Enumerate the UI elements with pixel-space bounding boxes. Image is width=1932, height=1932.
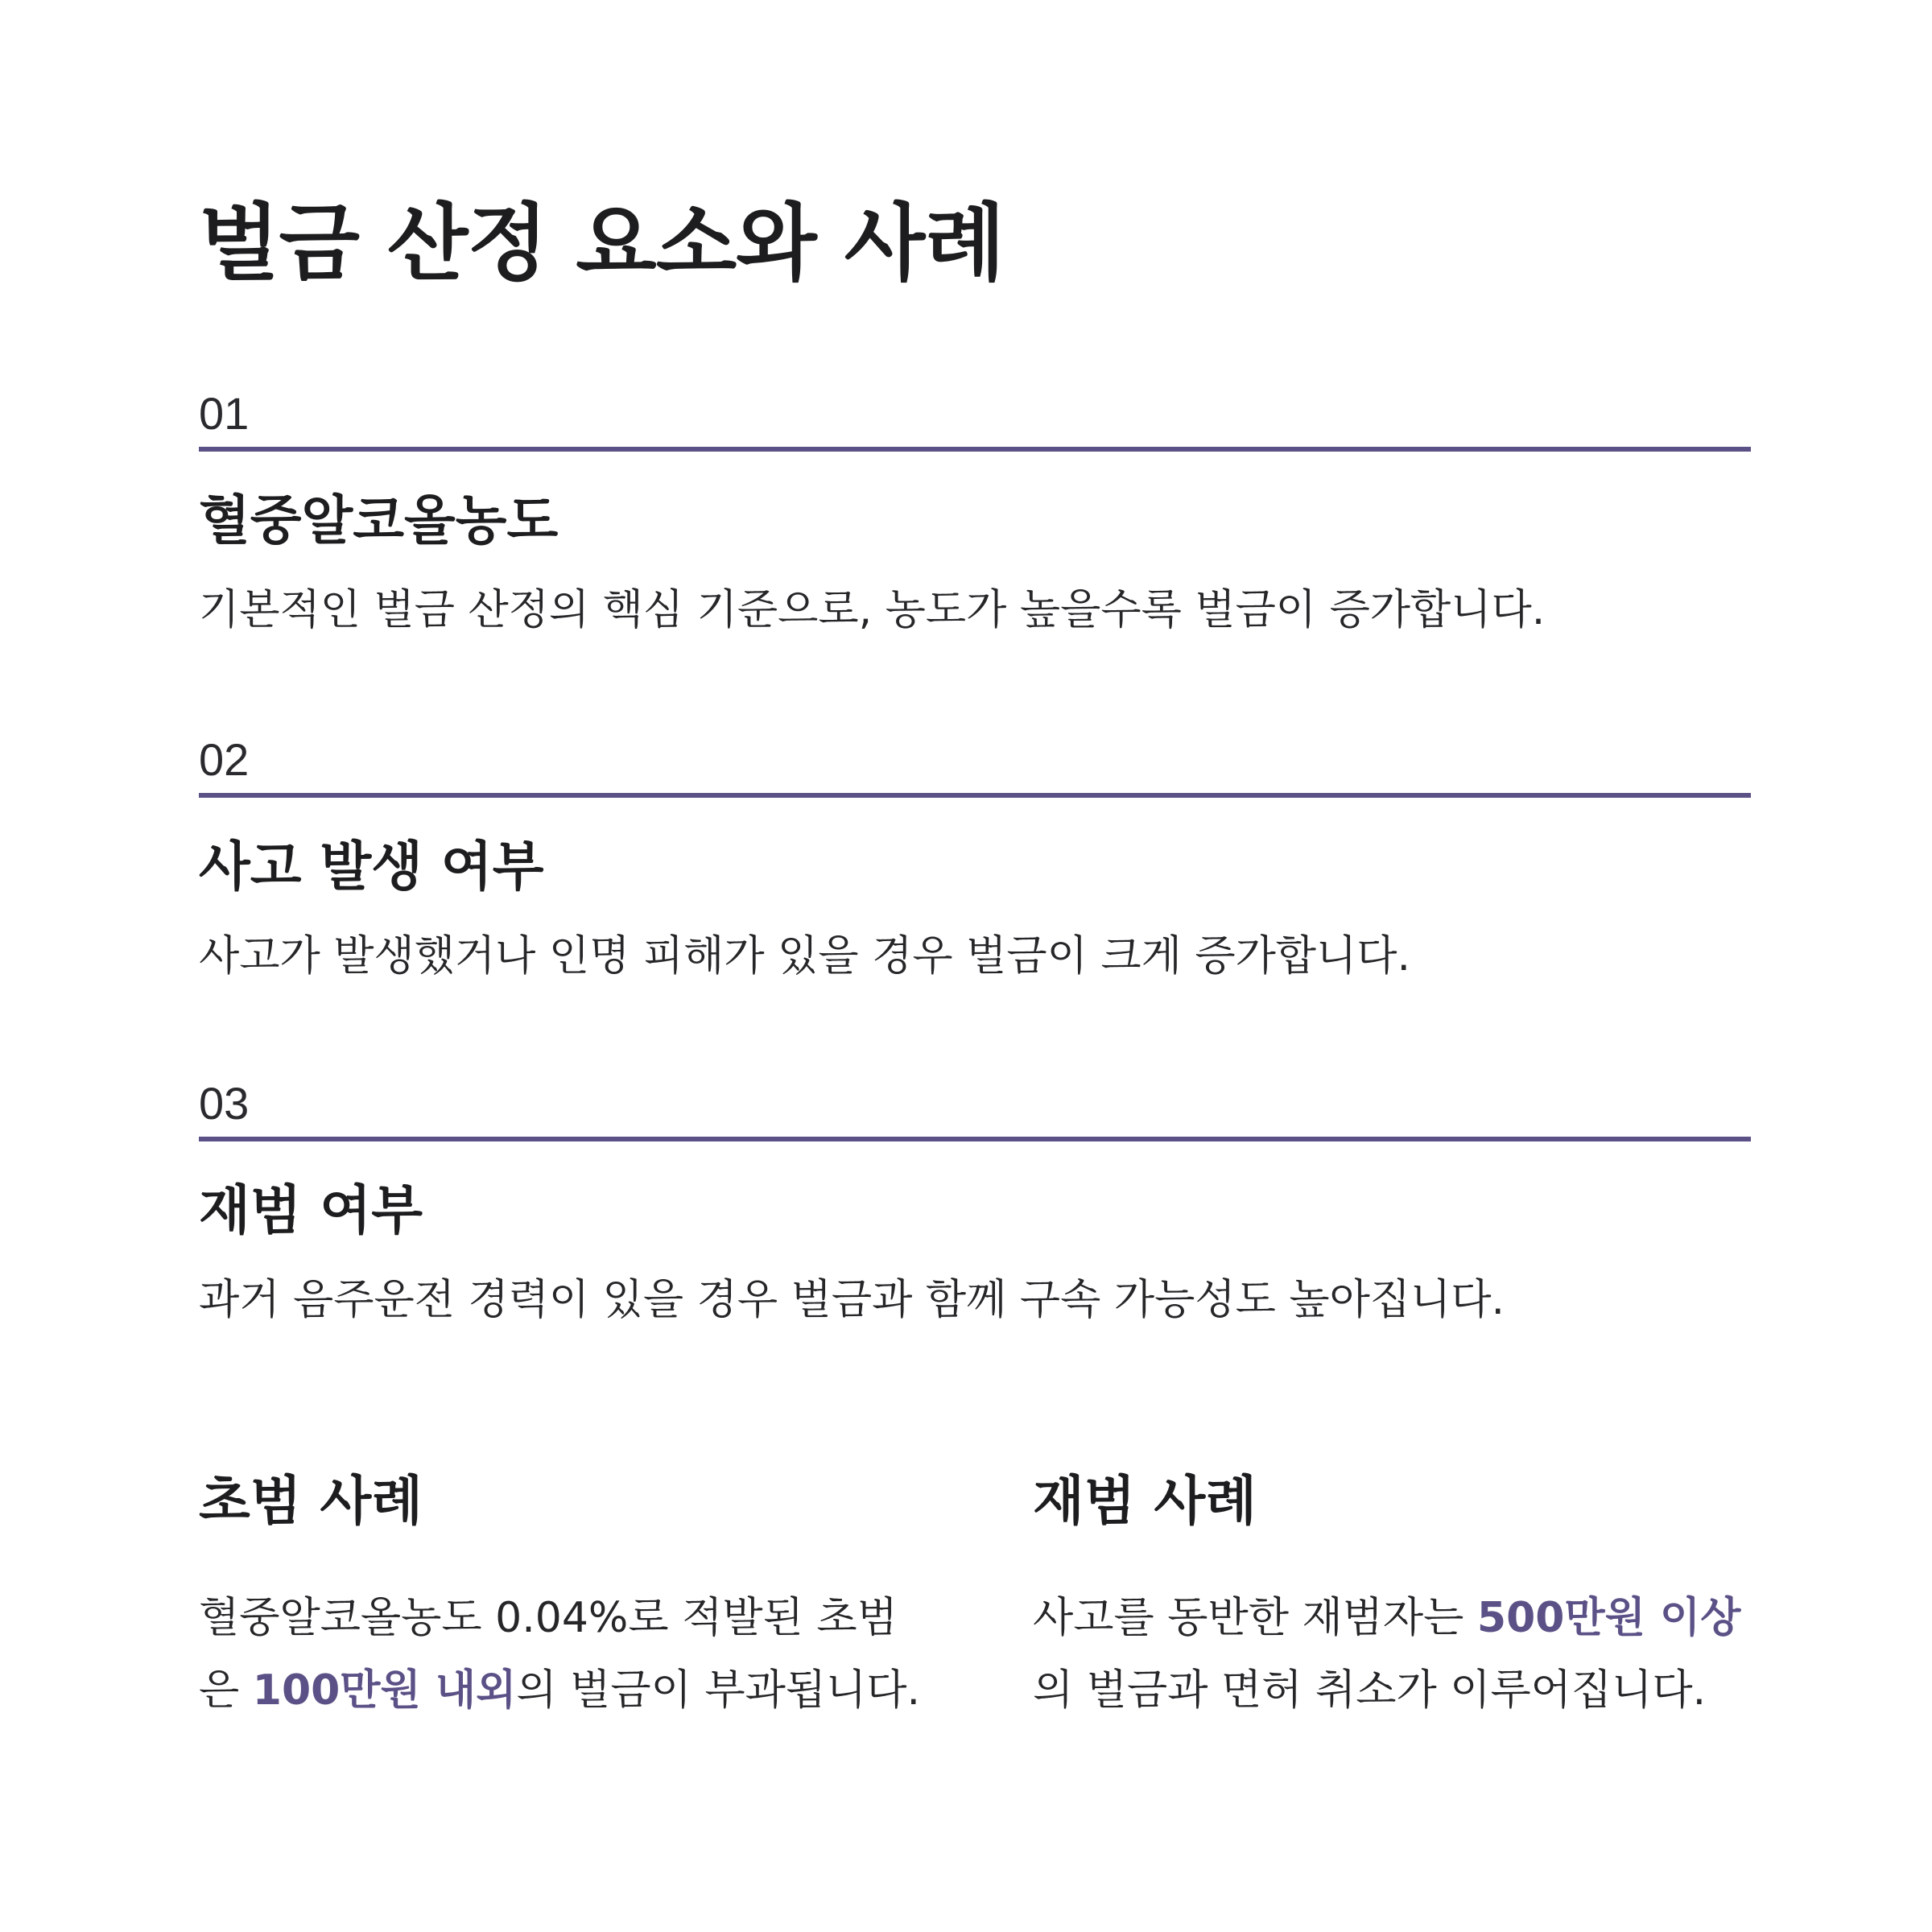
divider	[199, 447, 1751, 452]
page	[199, 0, 1751, 1932]
case-description	[199, 1582, 920, 1727]
factor-number: 03	[199, 1078, 250, 1129]
case-title: 초범 사례	[199, 1470, 423, 1532]
case-line-2	[199, 1654, 920, 1727]
factor-description: 기본적인 벌금 산정의 핵심 기준으로, 농도가 높을수록 벌금이 증가합니다.	[199, 586, 1546, 634]
case-line-1-prefix: 사고를 동반한 재범자는	[1033, 1594, 1477, 1642]
divider	[199, 793, 1751, 798]
case-description	[1033, 1582, 1741, 1727]
factor-number: 02	[199, 734, 250, 785]
divider	[199, 1137, 1751, 1141]
fine-amount-highlight: 500만원 이상	[1476, 1594, 1741, 1642]
case-line-1	[1033, 1582, 1741, 1654]
case-line-2-prefix: 은	[199, 1666, 253, 1715]
factor-heading: 혈중알코올농도	[199, 489, 559, 551]
case-line-1: 혈중알코올농도 0.04%로 적발된 초범	[199, 1594, 898, 1642]
factor-description: 과거 음주운전 경력이 있을 경우 벌금과 함께 구속 가능성도 높아집니다.	[199, 1276, 1505, 1324]
factor-heading: 재범 여부	[199, 1179, 423, 1241]
case-title: 재범 사례	[1033, 1470, 1257, 1532]
factor-description: 사고가 발생했거나 인명 피해가 있을 경우 벌금이 크게 증가합니다.	[199, 932, 1411, 980]
factor-heading: 사고 발생 여부	[199, 836, 544, 898]
fine-amount-highlight: 100만원 내외	[252, 1666, 517, 1715]
page-title: 벌금 산정 요소와 사례	[199, 194, 1005, 292]
case-line-2: 의 벌금과 면허 취소가 이루어집니다.	[1033, 1666, 1707, 1715]
case-line-2-suffix: 의 벌금이 부과됩니다.	[516, 1666, 921, 1715]
factor-number: 01	[199, 388, 250, 439]
